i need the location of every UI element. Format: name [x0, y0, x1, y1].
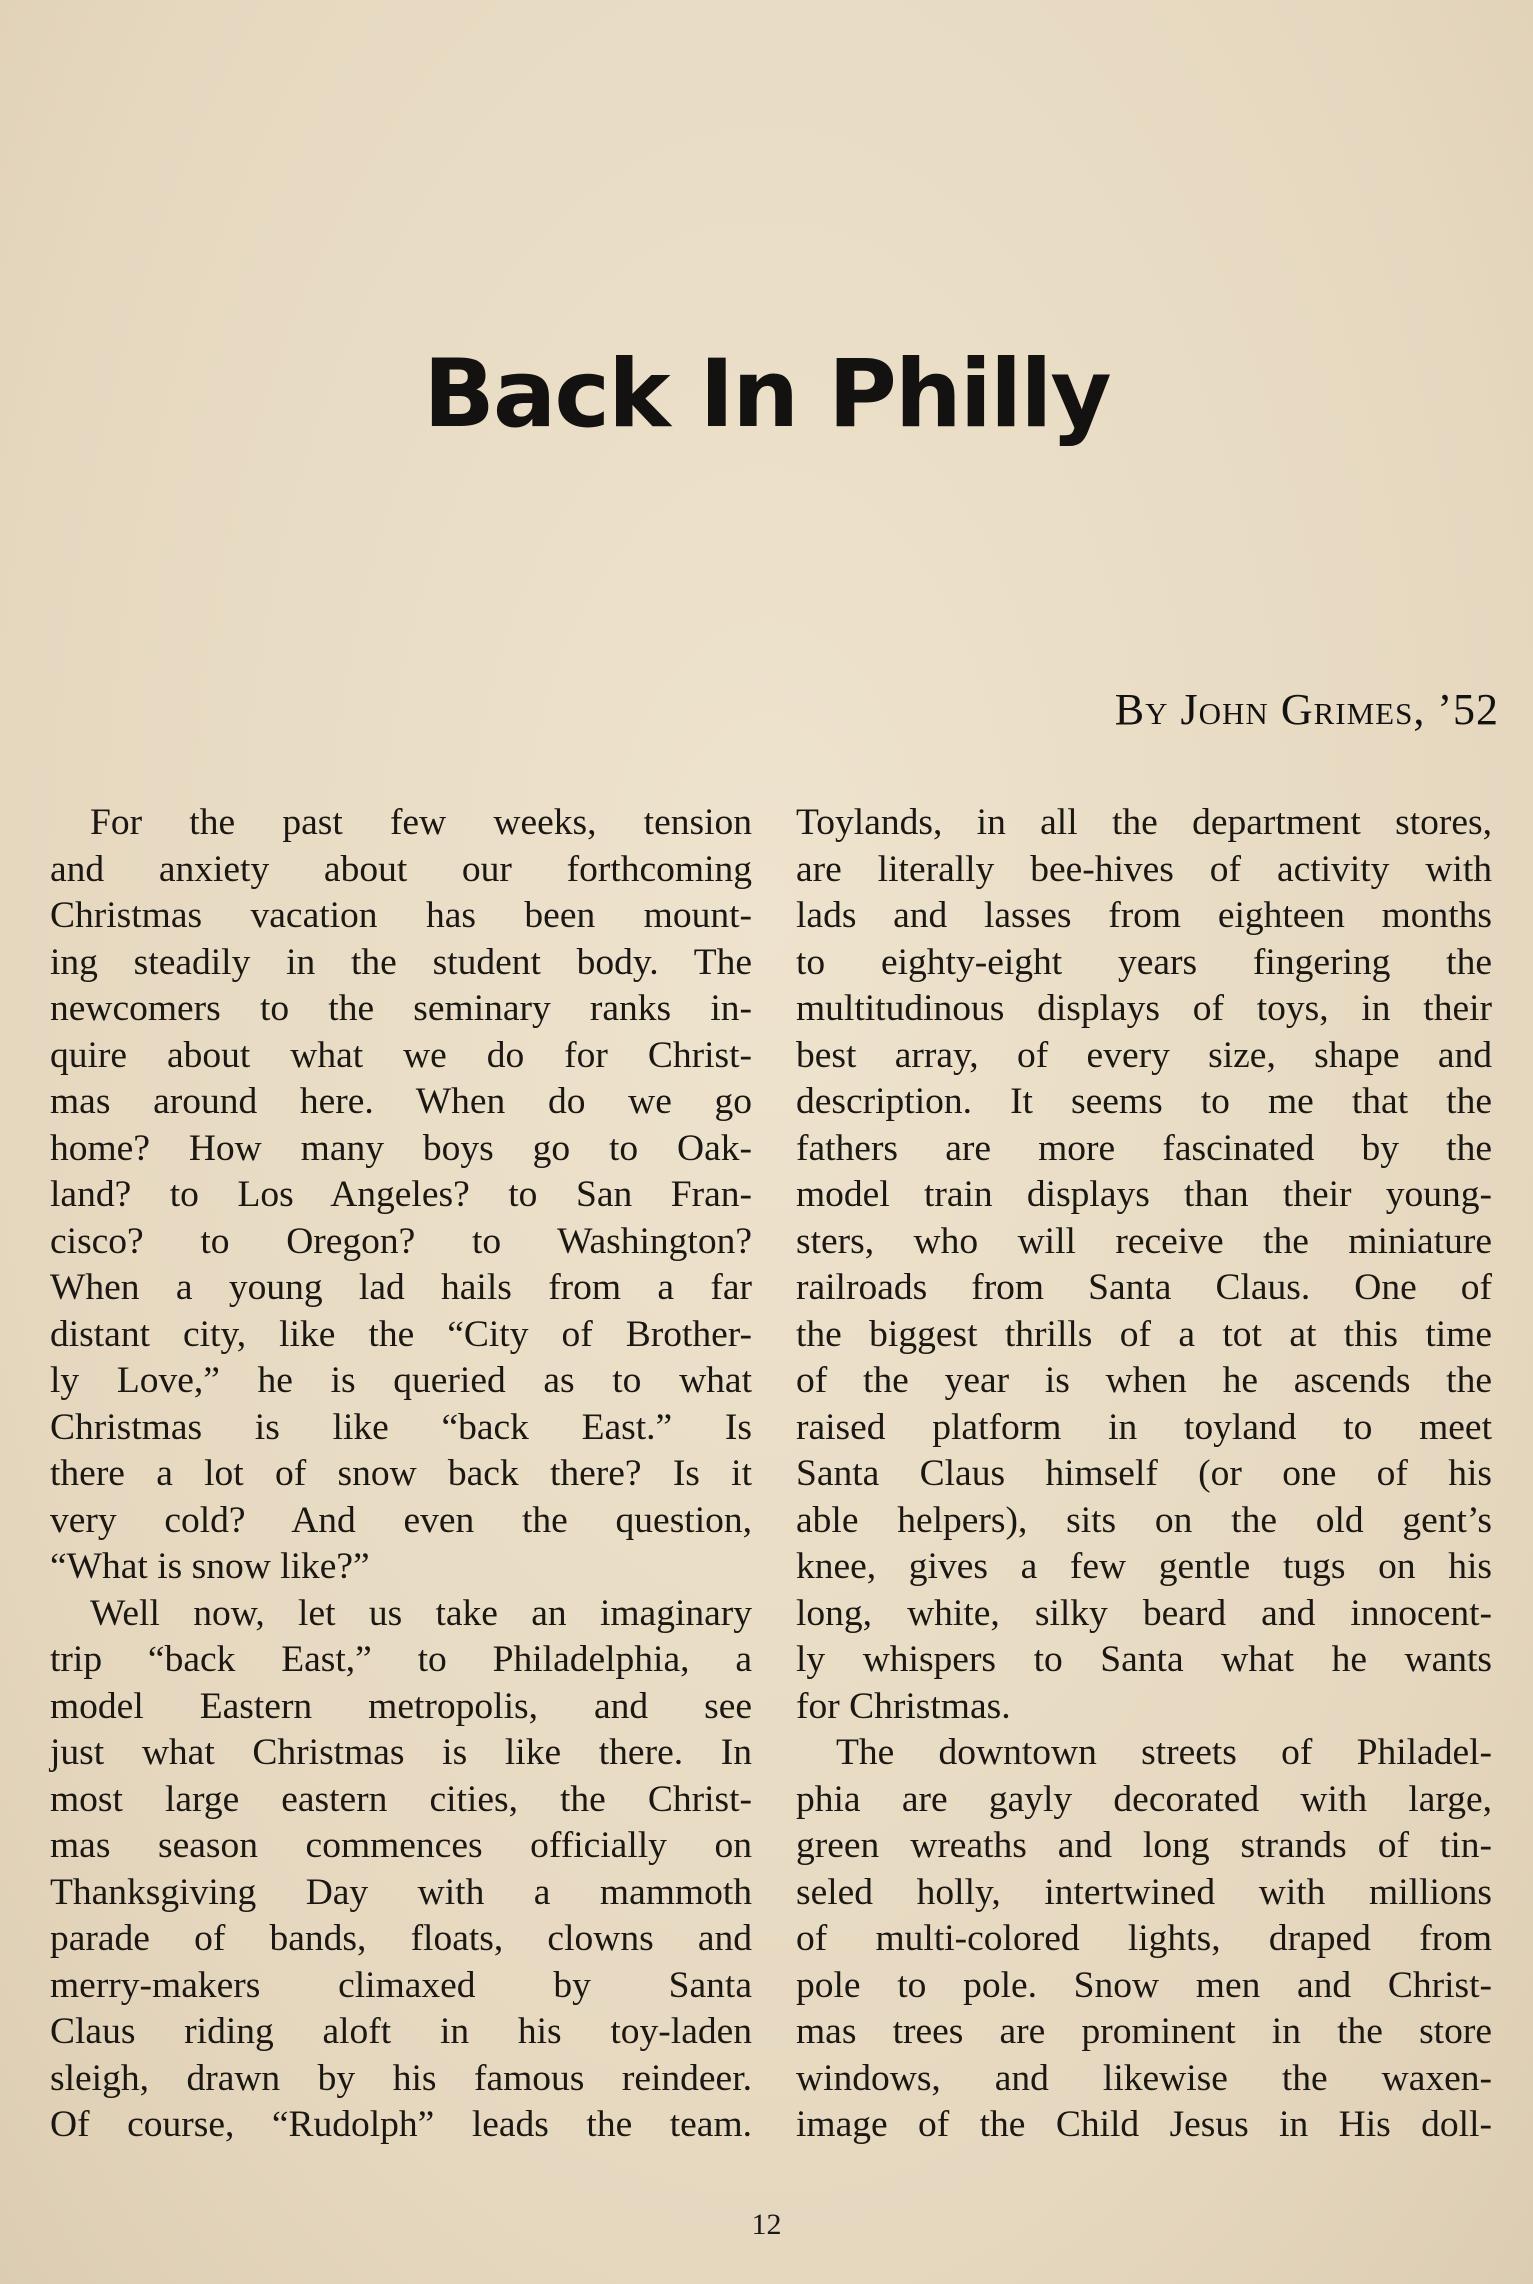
text-line: multitudinous displays of toys, in their	[796, 988, 1492, 1029]
text-line: cisco? to Oregon? to Washington?	[50, 1220, 752, 1262]
text-line: description. It seems to me that the	[796, 1081, 1492, 1122]
text-line: Christmas is like “back East.” Is	[50, 1406, 752, 1448]
text-line: fathers are more fascinated by the	[796, 1127, 1492, 1169]
text-line: able helpers), sits on the old gent’s	[796, 1499, 1492, 1541]
text-line: Christmas vacation has been mount-	[50, 895, 752, 936]
text-line: to eighty-eight years fingering the	[796, 941, 1492, 983]
text-line: mas around here. When do we go	[50, 1081, 752, 1122]
text-line: just what Christmas is like there. In	[50, 1732, 752, 1773]
text-line: Well now, let us take an imaginary	[90, 1592, 752, 1634]
text-line: merry-makers climaxed by Santa	[50, 1964, 752, 2006]
text-line: parade of bands, floats, clowns and	[50, 1918, 752, 1959]
text-line: quire about what we do for Christ-	[50, 1034, 752, 1076]
text-line: seled holly, intertwined with millions	[796, 1871, 1492, 1913]
right-column	[796, 800, 1492, 2149]
text-line: Of course, “Rudolph” leads the team.	[50, 2104, 752, 2145]
text-line: The downtown streets of Philadel-	[836, 1732, 1492, 1773]
article-byline: By John Grimes, ’52	[1114, 685, 1499, 734]
text-line: Toylands, in all the department stores,	[796, 802, 1492, 843]
text-line: model Eastern metropolis, and see	[50, 1685, 752, 1727]
text-line: most large eastern cities, the Christ-	[50, 1778, 752, 1820]
text-line: land? to Los Angeles? to San Fran-	[50, 1174, 752, 1215]
text-line: the biggest thrills of a tot at this time	[796, 1313, 1492, 1355]
text-line: of the year is when he ascends the	[796, 1360, 1492, 1401]
text-line: very cold? And even the question,	[50, 1499, 752, 1541]
text-line: for Christmas.	[796, 1685, 1011, 1727]
text-line: mas trees are prominent in the store	[796, 2011, 1492, 2052]
text-line: sleigh, drawn by his famous reindeer.	[50, 2057, 752, 2099]
text-line: green wreaths and long strands of tin-	[796, 1825, 1492, 1866]
text-line: are literally bee-hives of activity with	[796, 848, 1492, 890]
text-line: distant city, like the “City of Brother-	[50, 1313, 752, 1355]
text-line: image of the Child Jesus in His doll-	[796, 2104, 1492, 2145]
text-line: long, white, silky beard and innocent-	[796, 1592, 1492, 1634]
text-line: phia are gayly decorated with large,	[796, 1778, 1492, 1820]
text-line: windows, and likewise the waxen-	[796, 2057, 1492, 2099]
text-line: best array, of every size, shape and	[796, 1034, 1492, 1076]
text-line: lads and lasses from eighteen months	[796, 895, 1492, 936]
text-line: ly whispers to Santa what he wants	[796, 1639, 1492, 1680]
text-line: “What is snow like?”	[50, 1546, 370, 1587]
article-title: Back In Philly	[423, 340, 1110, 449]
text-line: Santa Claus himself (or one of his	[796, 1453, 1492, 1494]
text-line: For the past few weeks, tension	[90, 802, 752, 843]
text-line: When a young lad hails from a far	[50, 1267, 752, 1308]
text-line: newcomers to the seminary ranks in-	[50, 988, 752, 1029]
text-line: mas season commences officially on	[50, 1825, 752, 1866]
text-line: railroads from Santa Claus. One of	[796, 1267, 1492, 1308]
text-line: Thanksgiving Day with a mammoth	[50, 1871, 752, 1913]
text-line: and anxiety about our forthcoming	[50, 848, 752, 890]
text-line: there a lot of snow back there? Is it	[50, 1453, 752, 1494]
text-line: home? How many boys go to Oak-	[50, 1127, 752, 1169]
text-line: pole to pole. Snow men and Christ-	[796, 1964, 1492, 2006]
text-line: ly Love,” he is queried as to what	[50, 1360, 752, 1401]
text-line: of multi-colored lights, draped from	[796, 1918, 1492, 1959]
text-line: Claus riding aloft in his toy-laden	[50, 2011, 752, 2052]
text-line: model train displays than their young-	[796, 1174, 1492, 1215]
left-column	[50, 800, 752, 2149]
text-line: raised platform in toyland to meet	[796, 1406, 1492, 1448]
text-line: ing steadily in the student body. The	[50, 941, 752, 983]
page-number: 12	[751, 2208, 782, 2241]
text-line: trip “back East,” to Philadelphia, a	[50, 1639, 752, 1680]
text-line: sters, who will receive the miniature	[796, 1220, 1492, 1262]
text-line: knee, gives a few gentle tugs on his	[796, 1546, 1492, 1587]
